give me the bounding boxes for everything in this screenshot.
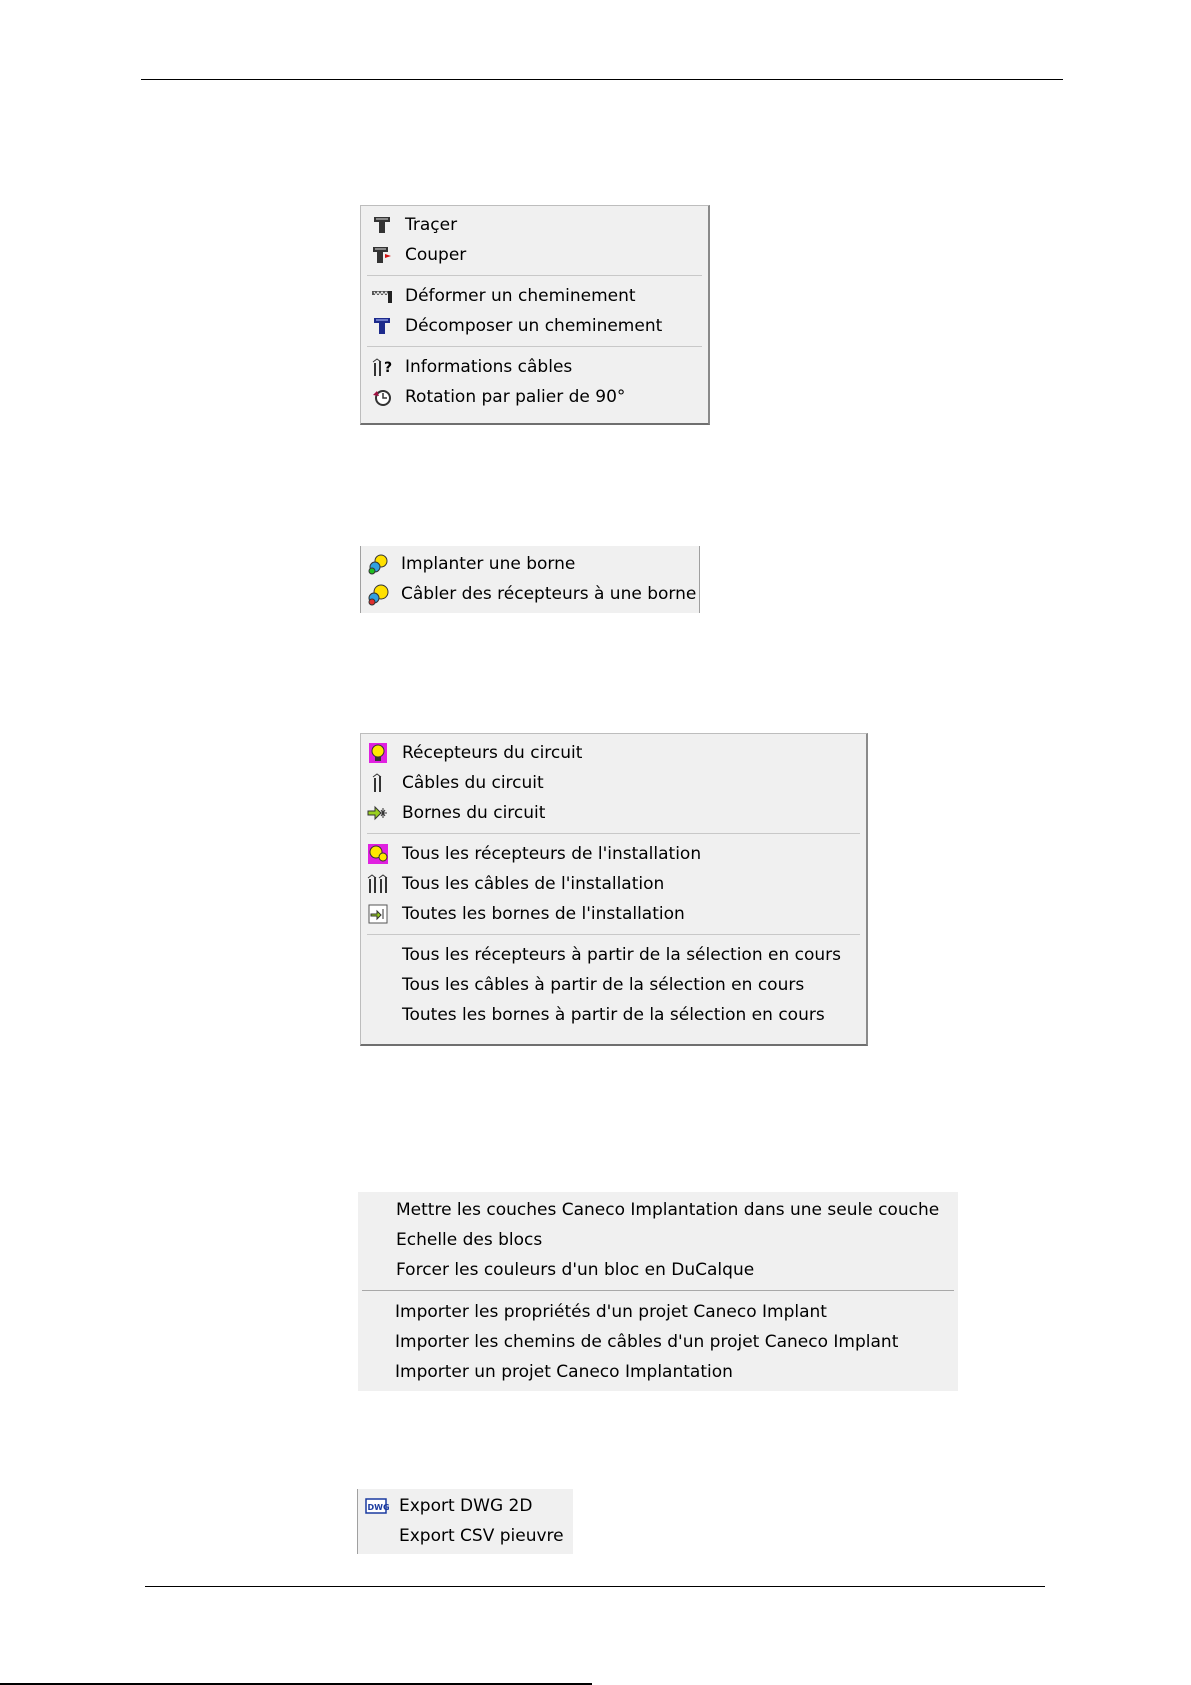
menu-item-deformer[interactable] xyxy=(361,281,708,311)
menu-item-cables-selection[interactable] xyxy=(361,970,866,1000)
menu-item-bornes-selection[interactable] xyxy=(361,1000,866,1030)
menu-item-label: Rotation par palier de 90° xyxy=(405,387,626,407)
menu-item-forcer-couleurs[interactable] xyxy=(358,1255,958,1285)
terminals-icon xyxy=(367,903,389,925)
menu-item-rotation[interactable] xyxy=(361,382,708,412)
menu-item-label: Importer les propriétés d'un projet Caneco Implant xyxy=(395,1302,827,1322)
menu-item-label: Importer les chemins de câbles d'un projet Caneco Implant xyxy=(395,1332,899,1352)
menu-item-cables-circuit[interactable] xyxy=(361,768,866,798)
menu-separator xyxy=(367,346,702,347)
menu-item-echelle-blocs[interactable] xyxy=(358,1225,958,1255)
menu-item-label: Décomposer un cheminement xyxy=(405,316,663,336)
menu-item-tous-recepteurs[interactable] xyxy=(361,839,866,869)
menu-item-decomposer[interactable] xyxy=(361,311,708,341)
menu-item-label: Toutes les bornes de l'installation xyxy=(402,904,685,924)
menu-item-label: Traçer xyxy=(405,215,458,235)
menu-item-importer-chemins[interactable] xyxy=(358,1327,958,1357)
rotate-icon xyxy=(371,386,393,408)
menu-separator xyxy=(367,934,860,935)
export-menu xyxy=(357,1489,573,1554)
cable-path-menu xyxy=(360,205,710,425)
menu-item-label: Forcer les couleurs d'un bloc en DuCalque xyxy=(396,1260,755,1280)
cable-info-icon xyxy=(371,356,393,378)
svg-text:?: ? xyxy=(384,360,393,376)
menu-separator xyxy=(362,1290,954,1291)
menu-item-label: Tous les récepteurs à partir de la sélection en cours xyxy=(402,945,842,965)
menu-separator xyxy=(367,833,860,834)
menu-item-cabler-recepteurs[interactable] xyxy=(361,579,699,609)
terminal-arrow-icon xyxy=(367,802,389,824)
menu-item-label: Récepteurs du circuit xyxy=(402,743,583,763)
menu-item-couper[interactable] xyxy=(361,240,708,270)
bulbs-icon xyxy=(367,843,389,865)
menu-item-mettre-couches[interactable] xyxy=(358,1195,958,1225)
svg-text:DWG: DWG xyxy=(367,1503,390,1512)
menu-item-label: Echelle des blocs xyxy=(396,1230,543,1250)
tools-menu xyxy=(358,1192,958,1391)
menu-item-informations-cables[interactable] xyxy=(361,352,708,382)
menu-item-label: Tous les câbles de l'installation xyxy=(402,874,665,894)
menu-item-label: Câbles du circuit xyxy=(402,773,544,793)
menu-item-importer-proprietes[interactable] xyxy=(358,1297,958,1327)
cables-icon xyxy=(367,873,389,895)
menu-item-tous-cables[interactable] xyxy=(361,869,866,899)
menu-item-label: Déformer un cheminement xyxy=(405,286,636,306)
menu-item-label: Tous les récepteurs de l'installation xyxy=(402,844,702,864)
cable-icon xyxy=(367,772,389,794)
menu-item-implanter-borne[interactable] xyxy=(361,549,699,579)
menu-item-toutes-bornes[interactable] xyxy=(361,899,866,929)
menu-item-label: Implanter une borne xyxy=(401,554,576,574)
menu-item-label: Câbler des récepteurs à une borne xyxy=(401,584,697,604)
menu-item-tracer[interactable] xyxy=(361,210,708,240)
menu-item-recepteurs-selection[interactable] xyxy=(361,940,866,970)
selection-menu xyxy=(360,733,868,1046)
menu-item-bornes-circuit[interactable] xyxy=(361,798,866,828)
decompose-path-icon xyxy=(371,315,393,337)
menu-item-label: Mettre les couches Caneco Implantation dans une seule couche xyxy=(396,1200,940,1220)
wire-receivers-icon xyxy=(367,583,389,605)
menu-item-export-dwg[interactable] xyxy=(358,1491,573,1521)
menu-item-recepteurs-circuit[interactable] xyxy=(361,738,866,768)
footer-rule xyxy=(145,1586,1045,1587)
menu-item-export-csv[interactable] xyxy=(358,1521,573,1551)
menu-item-label: Importer un projet Caneco Implantation xyxy=(395,1362,733,1382)
bulb-icon xyxy=(367,742,389,764)
terminal-place-icon xyxy=(367,553,389,575)
menu-item-label: Tous les câbles à partir de la sélection en cours xyxy=(402,975,805,995)
terminal-menu xyxy=(360,546,700,613)
menu-item-label: Export CSV pieuvre xyxy=(399,1526,564,1546)
menu-item-label: Couper xyxy=(405,245,467,265)
dwg-icon xyxy=(365,1495,390,1517)
header-rule xyxy=(141,79,1063,80)
cable-tray-icon xyxy=(371,214,393,236)
menu-item-label: Toutes les bornes à partir de la sélection en cours xyxy=(402,1005,825,1025)
menu-item-label: Informations câbles xyxy=(405,357,573,377)
menu-item-label: Bornes du circuit xyxy=(402,803,546,823)
cut-tray-icon xyxy=(371,244,393,266)
menu-separator xyxy=(367,275,702,276)
menu-item-importer-projet[interactable] xyxy=(358,1357,958,1387)
menu-item-label: Export DWG 2D xyxy=(399,1496,533,1516)
deform-path-icon xyxy=(371,285,393,307)
